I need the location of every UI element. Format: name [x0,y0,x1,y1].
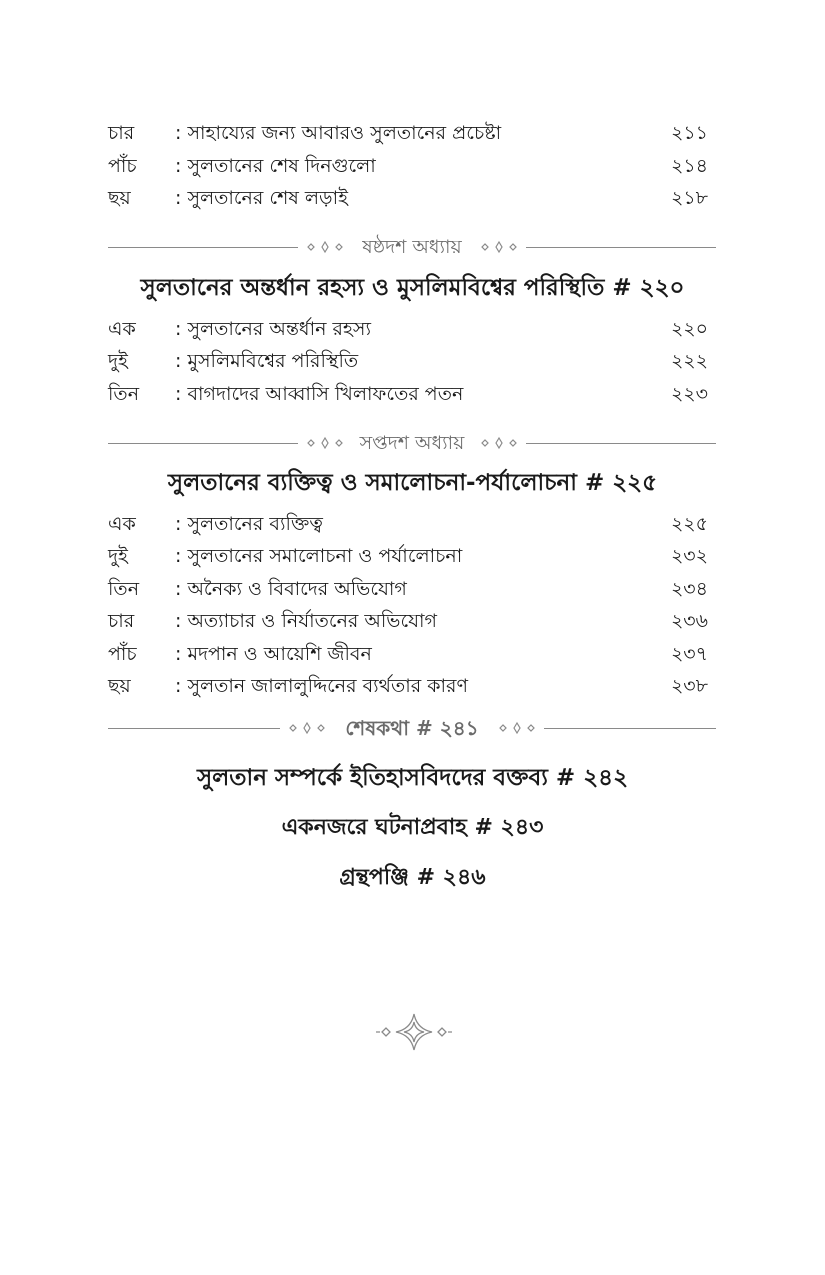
ornament-icon [300,239,344,255]
entry-title: : সুলতানের শেষ দিনগুলো [175,155,376,177]
entry-number: এক [108,513,136,535]
entry-page-number: ২২২ [670,350,708,372]
toc-entry[interactable] [108,313,708,345]
chapter-16-divider [108,232,716,262]
ornament-icon [480,239,524,255]
toc-entry[interactable] [108,638,708,670]
entry-title: : মুসলিমবিশ্বের পরিস্থিতি [175,350,359,372]
entry-page-number: ২২০ [670,318,708,340]
divider-line [108,443,298,444]
toc-entry[interactable] [108,573,708,605]
closing-ornament-icon [372,1012,456,1052]
epilogue-divider [108,713,716,743]
divider-line [544,728,716,729]
entry-title: : অনৈক্য ও বিবাদের অভিযোগ [175,578,407,600]
toc-entry[interactable] [108,508,708,540]
toc-entry[interactable] [108,345,708,377]
toc-entry[interactable] [108,117,708,149]
ornament-icon [300,435,344,451]
entry-number: ছয় [108,675,131,697]
divider-line [526,443,716,444]
entry-title: : বাগদাদের আব্বাসি খিলাফতের পতন [175,383,464,405]
entry-number: তিন [108,383,140,405]
chapter-label: ষষ্ঠদশ অধ্যায় [362,236,462,258]
entry-title: : সুলতানের সমালোচনা ও পর্যালোচনা [175,545,463,567]
divider-line [108,728,280,729]
entry-title: : সুলতানের অন্তর্ধান রহস্য [175,318,371,340]
entry-page-number: ২২৫ [670,513,708,535]
entry-page-number: ২১৪ [670,155,708,177]
entry-title: : সুলতান জালালুদ্দিনের ব্যর্থতার কারণ [175,675,468,697]
divider-line [108,247,298,248]
historians-heading[interactable]: সুলতান সম্পর্কে ইতিহাসবিদদের বক্তব্য # ২৪২ [196,765,629,791]
entry-page-number: ২১১ [670,122,708,144]
entry-page-number: ২২৩ [670,383,708,405]
toc-entry[interactable] [108,378,708,410]
entry-number: এক [108,318,136,340]
entry-page-number: ২১৮ [670,187,708,209]
toc-entry[interactable] [108,150,708,182]
entry-number: তিন [108,578,140,600]
ornament-icon [498,720,542,736]
entry-number: পাঁচ [108,155,137,177]
ornament-icon [282,720,326,736]
entry-page-number: ২৩৬ [670,610,708,632]
bibliography-heading[interactable]: গ্রন্থপঞ্জি # ২৪৬ [339,865,486,890]
timeline-heading[interactable]: একনজরে ঘটনাপ্রবাহ # ২৪৩ [281,815,544,840]
entry-number: চার [108,610,135,632]
entry-title: : সুলতানের শেষ লড়াই [175,187,348,209]
entry-page-number: ২৩৪ [670,578,708,600]
entry-number: দুই [108,350,128,372]
entry-title: : মদপান ও আয়েশি জীবন [175,643,372,665]
chapter-17-heading[interactable]: সুলতানের ব্যক্তিত্ব ও সমালোচনা-পর্যালোচনা # ২২৫ [167,470,658,496]
toc-entry[interactable] [108,605,708,637]
toc-entry[interactable] [108,670,708,702]
entry-page-number: ২৩৮ [670,675,708,697]
entry-title: : সাহায্যের জন্য আবারও সুলতানের প্রচেষ্টা [175,122,502,144]
entry-number: ছয় [108,187,131,209]
entry-page-number: ২৩২ [670,545,708,567]
chapter-16-heading[interactable]: সুলতানের অন্তর্ধান রহস্য ও মুসলিমবিশ্বের পরিস্থিতি # ২২০ [140,275,685,301]
entry-page-number: ২৩৭ [670,643,708,665]
entry-title: : সুলতানের ব্যক্তিত্ব [175,513,323,535]
chapter-label: সপ্তদশ অধ্যায় [359,432,465,454]
entry-number: দুই [108,545,128,567]
chapter-17-divider [108,428,716,458]
epilogue-label[interactable]: শেষকথা # ২৪১ [345,716,479,740]
toc-entry[interactable] [108,182,708,214]
entry-number: চার [108,122,135,144]
divider-line [526,247,716,248]
ornament-icon [480,435,524,451]
entry-number: পাঁচ [108,643,137,665]
toc-entry[interactable] [108,540,708,572]
entry-title: : অত্যাচার ও নির্যাতনের অভিযোগ [175,610,437,632]
